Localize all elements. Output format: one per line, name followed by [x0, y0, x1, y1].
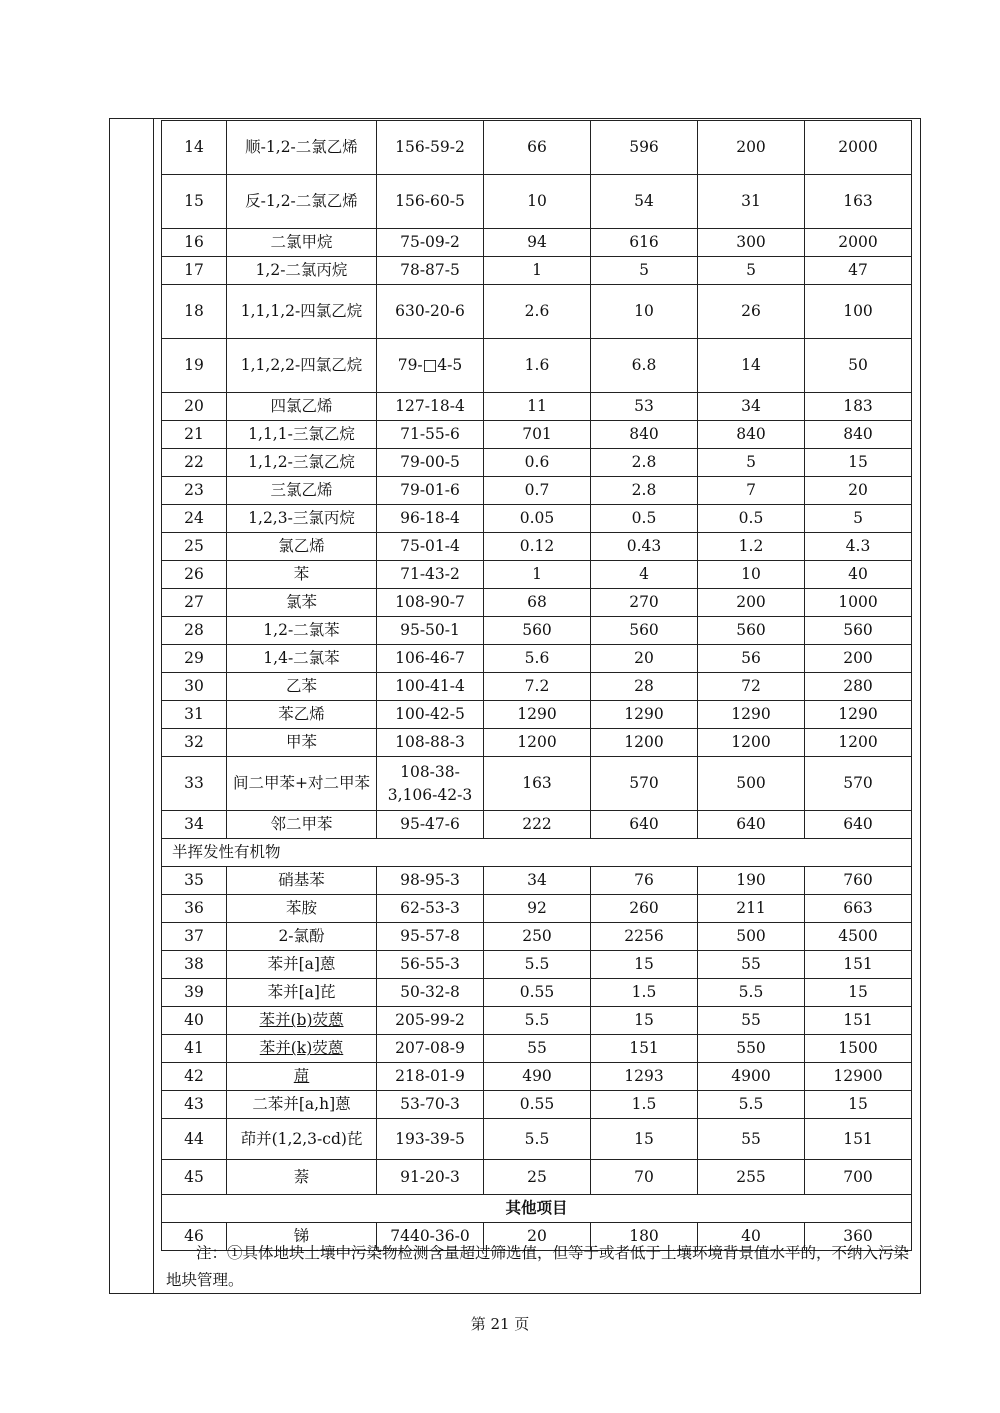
value-3: 5.5: [698, 1091, 805, 1119]
row-number: 21: [162, 421, 227, 449]
other-section: [162, 1195, 912, 1223]
row-number: 41: [162, 1035, 227, 1063]
value-4: 151: [805, 1119, 912, 1160]
cas-number: 95-47-6: [377, 811, 484, 839]
value-3: 640: [698, 811, 805, 839]
value-4: 570: [805, 757, 912, 811]
value-2: 840: [591, 421, 698, 449]
value-3: 56: [698, 645, 805, 673]
value-1: 5.5: [484, 1119, 591, 1160]
cas-number: 630-20-6: [377, 285, 484, 339]
table-row: [162, 449, 912, 477]
cas-number: 91-20-3: [377, 1160, 484, 1195]
value-2: 270: [591, 589, 698, 617]
value-1: 25: [484, 1160, 591, 1195]
pollutant-name: 1,2-二氯苯: [227, 617, 377, 645]
value-4: 2000: [805, 121, 912, 175]
row-number: 29: [162, 645, 227, 673]
row-number: 37: [162, 923, 227, 951]
pollutant-name: 氯乙烯: [227, 533, 377, 561]
value-4: 4.3: [805, 533, 912, 561]
value-1: 2.6: [484, 285, 591, 339]
table-row: [162, 257, 912, 285]
pollutant-name: 顺-1,2-二氯乙烯: [227, 121, 377, 175]
value-3: 26: [698, 285, 805, 339]
value-3: 1.2: [698, 533, 805, 561]
table-row: [162, 645, 912, 673]
value-3: 1200: [698, 729, 805, 757]
value-1: 1200: [484, 729, 591, 757]
table-row: [162, 673, 912, 701]
pollutant-name: 1,2-二氯丙烷: [227, 257, 377, 285]
section-header-svoc: 半挥发性有机物: [162, 839, 912, 867]
cas-number: 78-87-5: [377, 257, 484, 285]
row-number: 15: [162, 175, 227, 229]
row-number: 26: [162, 561, 227, 589]
row-number: 35: [162, 867, 227, 895]
value-1: 222: [484, 811, 591, 839]
value-2: 54: [591, 175, 698, 229]
value-4: 20: [805, 477, 912, 505]
value-1: 5.5: [484, 1007, 591, 1035]
value-1: 0.12: [484, 533, 591, 561]
section-header-other: 其他项目: [162, 1195, 912, 1223]
value-1: 11: [484, 393, 591, 421]
row-number: 42: [162, 1063, 227, 1091]
table-footnote: 注：①具体地块土壤中污染物检测含量超过筛选值，但等于或者低于土壤环境背景值水平的，不纳入污染地块管理。: [166, 1244, 910, 1289]
pollutant-name: 苯乙烯: [227, 701, 377, 729]
value-1: 560: [484, 617, 591, 645]
value-3: 200: [698, 121, 805, 175]
cas-number: 71-55-6: [377, 421, 484, 449]
value-4: 15: [805, 449, 912, 477]
table-row: [162, 811, 912, 839]
table-row: [162, 589, 912, 617]
cas-number: 106-46-7: [377, 645, 484, 673]
row-number: 43: [162, 1091, 227, 1119]
value-3: 10: [698, 561, 805, 589]
value-1: 20: [484, 1223, 591, 1251]
value-3: 7: [698, 477, 805, 505]
value-2: 151: [591, 1035, 698, 1063]
value-2: 1293: [591, 1063, 698, 1091]
value-1: 1: [484, 257, 591, 285]
value-1: 1.6: [484, 339, 591, 393]
value-4: 1290: [805, 701, 912, 729]
value-1: 0.7: [484, 477, 591, 505]
pollutant-name: 苯胺: [227, 895, 377, 923]
pollutant-name: 1,4-二氯苯: [227, 645, 377, 673]
value-4: 5: [805, 505, 912, 533]
pollutant-name: 苯并[a]芘: [227, 979, 377, 1007]
value-3: 31: [698, 175, 805, 229]
table-row: [162, 421, 912, 449]
row-number: 32: [162, 729, 227, 757]
table-row: [162, 1063, 912, 1091]
value-1: 1290: [484, 701, 591, 729]
value-3: 34: [698, 393, 805, 421]
value-1: 34: [484, 867, 591, 895]
table-row: [162, 867, 912, 895]
value-2: 1290: [591, 701, 698, 729]
cas-number: 127-18-4: [377, 393, 484, 421]
value-2: 53: [591, 393, 698, 421]
cas-number: 207-08-9: [377, 1035, 484, 1063]
value-1: 10: [484, 175, 591, 229]
cas-number: 56-55-3: [377, 951, 484, 979]
pollutant-name: 2-氯酚: [227, 923, 377, 951]
table-row: [162, 393, 912, 421]
svoc-rows: [162, 867, 912, 1195]
row-number: 31: [162, 701, 227, 729]
value-2: 15: [591, 1007, 698, 1035]
value-3: 190: [698, 867, 805, 895]
row-number: 14: [162, 121, 227, 175]
cas-number: 98-95-3: [377, 867, 484, 895]
value-2: 70: [591, 1160, 698, 1195]
svoc-section: [162, 839, 912, 867]
value-1: 0.6: [484, 449, 591, 477]
cas-number: 95-57-8: [377, 923, 484, 951]
table-row: [162, 121, 912, 175]
value-2: 616: [591, 229, 698, 257]
cas-number: 79-□4-5: [377, 339, 484, 393]
value-3: 500: [698, 757, 805, 811]
value-1: 5.5: [484, 951, 591, 979]
value-4: 200: [805, 645, 912, 673]
cas-number: 218-01-9: [377, 1063, 484, 1091]
row-number: 36: [162, 895, 227, 923]
pollutant-name: 1,1,1,2-四氯乙烷: [227, 285, 377, 339]
cas-number: 100-42-5: [377, 701, 484, 729]
table-row: [162, 175, 912, 229]
cas-number: 156-60-5: [377, 175, 484, 229]
table-row: [162, 701, 912, 729]
table-row: [162, 1007, 912, 1035]
pollutant-name: 萘: [227, 1160, 377, 1195]
value-4: 560: [805, 617, 912, 645]
cas-number: 79-00-5: [377, 449, 484, 477]
value-2: 596: [591, 121, 698, 175]
value-3: 14: [698, 339, 805, 393]
value-3: 300: [698, 229, 805, 257]
value-2: 1200: [591, 729, 698, 757]
cas-number: 62-53-3: [377, 895, 484, 923]
table-row: [162, 1035, 912, 1063]
row-number: 40: [162, 1007, 227, 1035]
value-3: 560: [698, 617, 805, 645]
value-3: 840: [698, 421, 805, 449]
table-row: [162, 1160, 912, 1195]
value-3: 500: [698, 923, 805, 951]
value-4: 640: [805, 811, 912, 839]
cas-number: 108-38-3,106-42-3: [377, 757, 484, 811]
row-number: 44: [162, 1119, 227, 1160]
value-2: 180: [591, 1223, 698, 1251]
value-2: 4: [591, 561, 698, 589]
pollutant-name: 苯并(k)荧蒽: [227, 1035, 377, 1063]
pollutant-name: 硝基苯: [227, 867, 377, 895]
cas-number: 205-99-2: [377, 1007, 484, 1035]
value-2: 28: [591, 673, 698, 701]
table-row: [162, 1091, 912, 1119]
row-number: 28: [162, 617, 227, 645]
value-4: 760: [805, 867, 912, 895]
value-3: 55: [698, 1007, 805, 1035]
table-row: [162, 979, 912, 1007]
cas-number: 96-18-4: [377, 505, 484, 533]
screening-values-table: [161, 120, 912, 1251]
value-2: 10: [591, 285, 698, 339]
table-row: [162, 339, 912, 393]
row-number: 34: [162, 811, 227, 839]
value-4: 1500: [805, 1035, 912, 1063]
cas-number: 108-88-3: [377, 729, 484, 757]
value-3: 5.5: [698, 979, 805, 1007]
value-4: 4500: [805, 923, 912, 951]
value-4: 50: [805, 339, 912, 393]
value-4: 100: [805, 285, 912, 339]
value-2: 15: [591, 1119, 698, 1160]
value-4: 151: [805, 951, 912, 979]
value-4: 12900: [805, 1063, 912, 1091]
row-number: 20: [162, 393, 227, 421]
value-1: 490: [484, 1063, 591, 1091]
value-2: 1.5: [591, 979, 698, 1007]
value-2: 640: [591, 811, 698, 839]
row-number: 27: [162, 589, 227, 617]
value-4: 840: [805, 421, 912, 449]
pollutant-name: 邻二甲苯: [227, 811, 377, 839]
table-row: [162, 1119, 912, 1160]
table-row: [162, 895, 912, 923]
value-2: 2.8: [591, 449, 698, 477]
value-1: 0.55: [484, 1091, 591, 1119]
cas-number: 75-09-2: [377, 229, 484, 257]
row-number: 46: [162, 1223, 227, 1251]
pollutant-name: 锑: [227, 1223, 377, 1251]
row-number: 18: [162, 285, 227, 339]
cas-number: 95-50-1: [377, 617, 484, 645]
value-3: 550: [698, 1035, 805, 1063]
pollutant-name: 二苯并[a,h]蒽: [227, 1091, 377, 1119]
row-number: 45: [162, 1160, 227, 1195]
pollutant-name: 间二甲苯+对二甲苯: [227, 757, 377, 811]
table-row: [162, 505, 912, 533]
row-number: 22: [162, 449, 227, 477]
cas-number: 50-32-8: [377, 979, 484, 1007]
value-3: 255: [698, 1160, 805, 1195]
pollutant-name: 1,1,1-三氯乙烷: [227, 421, 377, 449]
value-1: 5.6: [484, 645, 591, 673]
row-number: 38: [162, 951, 227, 979]
value-4: 1200: [805, 729, 912, 757]
value-4: 700: [805, 1160, 912, 1195]
value-1: 55: [484, 1035, 591, 1063]
cas-number: 53-70-3: [377, 1091, 484, 1119]
page-number: 第 21 页: [470, 1315, 530, 1333]
value-4: 15: [805, 979, 912, 1007]
row-number: 17: [162, 257, 227, 285]
value-2: 2.8: [591, 477, 698, 505]
value-3: 1290: [698, 701, 805, 729]
value-2: 20: [591, 645, 698, 673]
row-number: 25: [162, 533, 227, 561]
value-4: 163: [805, 175, 912, 229]
value-2: 5: [591, 257, 698, 285]
pollutant-name: 苯并(b)荧蒽: [227, 1007, 377, 1035]
value-2: 260: [591, 895, 698, 923]
value-4: 47: [805, 257, 912, 285]
value-4: 183: [805, 393, 912, 421]
table-row: [162, 951, 912, 979]
table-row: [162, 477, 912, 505]
value-2: 76: [591, 867, 698, 895]
table-row: [162, 729, 912, 757]
value-3: 55: [698, 1119, 805, 1160]
pollutant-name: 苯: [227, 561, 377, 589]
table-row: [162, 561, 912, 589]
value-3: 5: [698, 449, 805, 477]
table-row: [162, 533, 912, 561]
value-3: 40: [698, 1223, 805, 1251]
pollutant-name: 1,1,2-三氯乙烷: [227, 449, 377, 477]
pollutant-name: 乙苯: [227, 673, 377, 701]
cas-number: 7440-36-0: [377, 1223, 484, 1251]
pollutant-name: 二氯甲烷: [227, 229, 377, 257]
value-1: 1: [484, 561, 591, 589]
value-4: 1000: [805, 589, 912, 617]
value-4: 151: [805, 1007, 912, 1035]
value-4: 360: [805, 1223, 912, 1251]
table-row: [162, 923, 912, 951]
voc-rows: [162, 121, 912, 839]
value-1: 0.55: [484, 979, 591, 1007]
value-1: 92: [484, 895, 591, 923]
pollutant-name: 苯并[a]蒽: [227, 951, 377, 979]
value-3: 4900: [698, 1063, 805, 1091]
value-2: 0.43: [591, 533, 698, 561]
cas-number: 156-59-2: [377, 121, 484, 175]
value-3: 5: [698, 257, 805, 285]
row-number: 16: [162, 229, 227, 257]
value-2: 0.5: [591, 505, 698, 533]
value-2: 15: [591, 951, 698, 979]
value-3: 0.5: [698, 505, 805, 533]
pollutant-name: 茚并(1,2,3-cd)芘: [227, 1119, 377, 1160]
value-3: 211: [698, 895, 805, 923]
value-1: 68: [484, 589, 591, 617]
value-1: 7.2: [484, 673, 591, 701]
row-number: 30: [162, 673, 227, 701]
value-3: 72: [698, 673, 805, 701]
pollutant-name: 1,2,3-三氯丙烷: [227, 505, 377, 533]
pollutant-name: 1,1,2,2-四氯乙烷: [227, 339, 377, 393]
value-2: 570: [591, 757, 698, 811]
row-number: 24: [162, 505, 227, 533]
value-4: 15: [805, 1091, 912, 1119]
cas-number: 71-43-2: [377, 561, 484, 589]
pollutant-name: 䓛: [227, 1063, 377, 1091]
value-4: 663: [805, 895, 912, 923]
value-4: 40: [805, 561, 912, 589]
cas-number: 75-01-4: [377, 533, 484, 561]
pollutant-name: 四氯乙烯: [227, 393, 377, 421]
pollutant-name: 甲苯: [227, 729, 377, 757]
table-row: [162, 757, 912, 811]
value-2: 1.5: [591, 1091, 698, 1119]
value-2: 560: [591, 617, 698, 645]
pollutant-name: 三氯乙烯: [227, 477, 377, 505]
value-1: 66: [484, 121, 591, 175]
row-number: 33: [162, 757, 227, 811]
value-1: 0.05: [484, 505, 591, 533]
value-1: 94: [484, 229, 591, 257]
outer-column-divider: [153, 118, 154, 1294]
value-4: 280: [805, 673, 912, 701]
value-2: 2256: [591, 923, 698, 951]
table-row: [162, 285, 912, 339]
value-3: 55: [698, 951, 805, 979]
value-4: 2000: [805, 229, 912, 257]
cas-number: 79-01-6: [377, 477, 484, 505]
value-2: 6.8: [591, 339, 698, 393]
row-number: 39: [162, 979, 227, 1007]
table-row: [162, 617, 912, 645]
table-row: [162, 229, 912, 257]
pollutant-name: 氯苯: [227, 589, 377, 617]
value-3: 200: [698, 589, 805, 617]
pollutant-name: 反-1,2-二氯乙烯: [227, 175, 377, 229]
row-number: 23: [162, 477, 227, 505]
cas-number: 108-90-7: [377, 589, 484, 617]
value-1: 701: [484, 421, 591, 449]
value-1: 163: [484, 757, 591, 811]
cas-number: 193-39-5: [377, 1119, 484, 1160]
row-number: 19: [162, 339, 227, 393]
cas-number: 100-41-4: [377, 673, 484, 701]
value-1: 250: [484, 923, 591, 951]
